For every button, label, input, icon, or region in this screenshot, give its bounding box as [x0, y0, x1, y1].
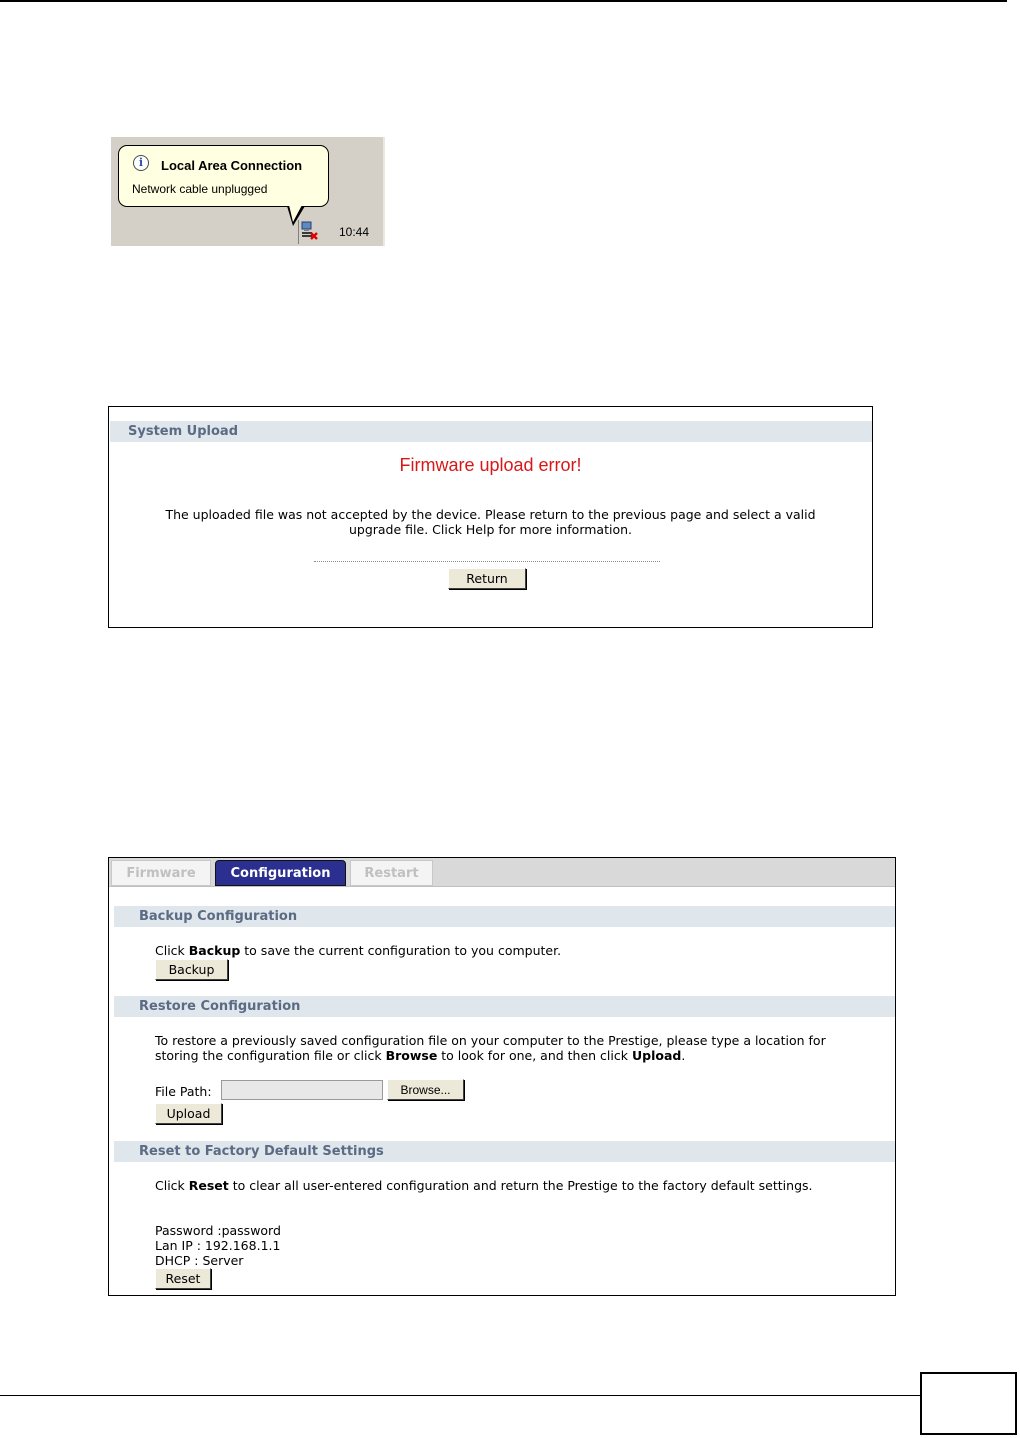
- tray-clock[interactable]: 10:44: [339, 225, 370, 239]
- upload-error-message: The uploaded file was not accepted by the device. Please return to the previous page and select a valid upgrade file. Click Help for more information.: [165, 507, 816, 537]
- tab-bar: [109, 858, 895, 887]
- file-path-input[interactable]: [221, 1080, 383, 1100]
- dotted-divider: [314, 561, 660, 562]
- reset-instructions: Click Reset to clear all user-entered configuration and return the Prestige to the factory default settings.: [155, 1178, 813, 1193]
- backup-button[interactable]: Backup: [155, 959, 228, 980]
- backup-instructions: Click Backup to save the current configuration to you computer.: [155, 943, 562, 958]
- balloon-tail-fill: [289, 205, 302, 222]
- return-button[interactable]: Return: [448, 568, 526, 589]
- backup-configuration-header: [114, 906, 895, 927]
- balloon-title: Local Area Connection: [161, 158, 303, 173]
- info-icon: i: [133, 155, 149, 171]
- page-number-box: [920, 1372, 1017, 1435]
- system-upload-header: [110, 421, 872, 442]
- browse-button[interactable]: Browse...: [387, 1079, 464, 1100]
- header-rule: [0, 0, 1007, 2]
- default-dhcp-text: DHCP : Server: [155, 1253, 244, 1268]
- system-upload-title: System Upload: [128, 424, 239, 439]
- system-upload-panel: [108, 406, 873, 628]
- tab-firmware[interactable]: Firmware: [111, 860, 211, 886]
- default-password-text: Password :password: [155, 1223, 281, 1238]
- restore-configuration-header: [114, 996, 895, 1017]
- restore-configuration-title: Restore Configuration: [139, 999, 301, 1014]
- tray-notification-screenshot: [111, 137, 385, 246]
- backup-configuration-title: Backup Configuration: [139, 909, 298, 924]
- balloon-text: Network cable unplugged: [132, 182, 268, 196]
- taskbar-edge: [383, 137, 385, 246]
- configuration-panel: [108, 857, 896, 1296]
- restore-instructions: To restore a previously saved configuration file on your computer to the Prestige, please type a location for storing the configuration file or click Browse to look for one, and then click Upload.: [155, 1033, 826, 1063]
- upload-button[interactable]: Upload: [155, 1103, 222, 1124]
- network-disconnected-icon[interactable]: [301, 221, 319, 241]
- footer-rule: [0, 1395, 920, 1396]
- tab-configuration[interactable]: Configuration: [215, 860, 346, 886]
- tab-restart[interactable]: Restart: [350, 860, 433, 886]
- notification-balloon[interactable]: [118, 145, 329, 207]
- file-path-label: File Path:: [155, 1084, 212, 1099]
- reset-factory-defaults-header: [114, 1141, 895, 1162]
- reset-button[interactable]: Reset: [155, 1268, 211, 1289]
- reset-factory-defaults-title: Reset to Factory Default Settings: [139, 1144, 384, 1159]
- default-lan-ip-text: Lan IP : 192.168.1.1: [155, 1238, 281, 1253]
- firmware-upload-error-title: Firmware upload error!: [399, 455, 582, 475]
